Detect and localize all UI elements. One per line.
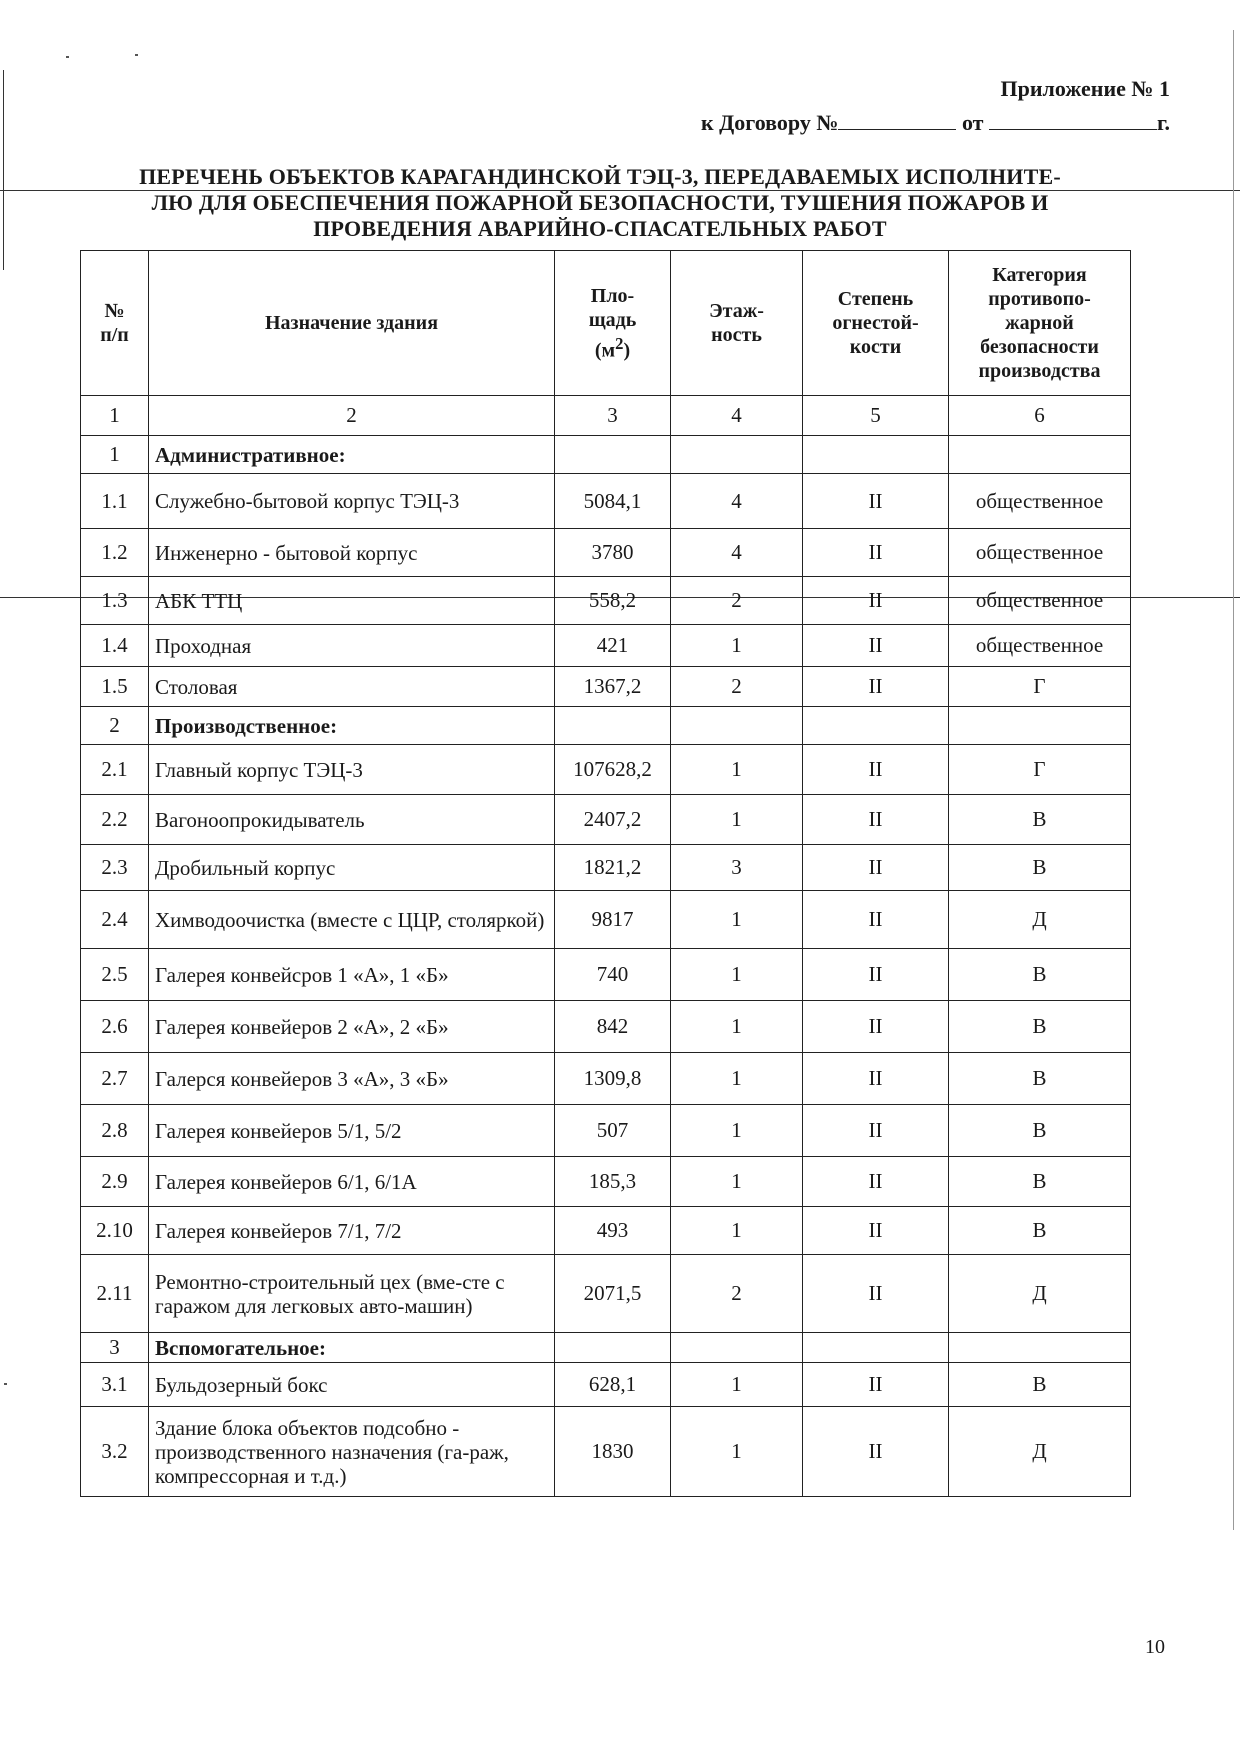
date-label: от <box>961 110 984 135</box>
fire-category-cell: Д <box>949 1255 1131 1333</box>
table-row <box>81 577 1131 625</box>
floors-cell: 1 <box>671 1157 803 1207</box>
document-title <box>60 164 1140 242</box>
floors-cell: 3 <box>671 845 803 891</box>
header-fire-category: Категория противопо- жарной безопасности производства <box>949 251 1131 396</box>
column-number: 4 <box>671 396 803 436</box>
building-name-cell: Столовая <box>149 667 555 707</box>
floors-cell: 1 <box>671 1407 803 1497</box>
row-number-cell: 1.5 <box>81 667 149 707</box>
building-name-cell: Главный корпус ТЭЦ-3 <box>149 745 555 795</box>
fire-category-cell: В <box>949 845 1131 891</box>
building-name-cell: Служебно-бытовой корпус ТЭЦ-3 <box>149 474 555 529</box>
header-floors: Этаж- ность <box>671 251 803 396</box>
row-number-cell: 2.11 <box>81 1255 149 1333</box>
row-number-cell: 2.3 <box>81 845 149 891</box>
fire-category-cell: В <box>949 1157 1131 1207</box>
section-row <box>81 707 1131 745</box>
area-cell: 2071,5 <box>555 1255 671 1333</box>
header-purpose: Назначение здания <box>149 251 555 396</box>
table-row <box>81 795 1131 845</box>
area-cell <box>555 436 671 474</box>
area-cell: 628,1 <box>555 1363 671 1407</box>
area-cell: 1821,2 <box>555 845 671 891</box>
fire-resistance-cell: II <box>803 1363 949 1407</box>
column-number: 5 <box>803 396 949 436</box>
contract-reference <box>701 106 1170 140</box>
row-number-cell: 2.6 <box>81 1001 149 1053</box>
scan-artifact-edge <box>3 70 4 270</box>
column-number: 6 <box>949 396 1131 436</box>
table-row <box>81 1207 1131 1255</box>
table-row <box>81 949 1131 1001</box>
scan-speck <box>4 1383 7 1385</box>
building-name-cell: Химводоочистка (вместе с ЦЦР, столяркой) <box>149 891 555 949</box>
building-name-cell: Бульдозерный бокс <box>149 1363 555 1407</box>
fire-category-cell: общественное <box>949 529 1131 577</box>
fire-category-cell <box>949 436 1131 474</box>
row-number-cell: 1.1 <box>81 474 149 529</box>
scan-speck <box>135 54 138 56</box>
area-cell: 1830 <box>555 1407 671 1497</box>
fire-resistance-cell: II <box>803 1255 949 1333</box>
row-number-cell: 2.7 <box>81 1053 149 1105</box>
area-cell: 185,3 <box>555 1157 671 1207</box>
fire-category-cell: Г <box>949 667 1131 707</box>
building-name-cell: Ремонтно-строительный цех (вме-сте с гаражом для легковых авто-машин) <box>149 1255 555 1333</box>
floors-cell: 1 <box>671 949 803 1001</box>
floors-cell: 1 <box>671 1053 803 1105</box>
row-number-cell: 2.8 <box>81 1105 149 1157</box>
fire-resistance-cell: II <box>803 529 949 577</box>
row-number-cell: 1 <box>81 436 149 474</box>
fire-resistance-cell <box>803 1333 949 1363</box>
building-name-cell: Дробильный корпус <box>149 845 555 891</box>
floors-cell: 1 <box>671 795 803 845</box>
fire-category-cell: В <box>949 1105 1131 1157</box>
table-row <box>81 625 1131 667</box>
floors-cell: 1 <box>671 745 803 795</box>
floors-cell: 1 <box>671 1207 803 1255</box>
column-number: 3 <box>555 396 671 436</box>
contract-date-blank <box>989 111 1157 130</box>
fire-resistance-cell: II <box>803 1001 949 1053</box>
building-name-cell: Производственное: <box>149 707 555 745</box>
appendix-block <box>701 72 1170 140</box>
area-cell: 1367,2 <box>555 667 671 707</box>
fire-resistance-cell: II <box>803 1053 949 1105</box>
building-name-cell: Галерея конвейеров 5/1, 5/2 <box>149 1105 555 1157</box>
area-cell: 3780 <box>555 529 671 577</box>
fire-resistance-cell: II <box>803 1105 949 1157</box>
table-row <box>81 891 1131 949</box>
floors-cell: 1 <box>671 891 803 949</box>
building-name-cell: Административное: <box>149 436 555 474</box>
building-name-cell: Галерея конвейсров 1 «А», 1 «Б» <box>149 949 555 1001</box>
table-row <box>81 745 1131 795</box>
row-number-cell: 3.2 <box>81 1407 149 1497</box>
fire-category-cell: В <box>949 949 1131 1001</box>
row-number-cell: 2.9 <box>81 1157 149 1207</box>
floors-cell: 2 <box>671 577 803 625</box>
fire-resistance-cell: II <box>803 625 949 667</box>
floors-cell: 2 <box>671 667 803 707</box>
table-row <box>81 1105 1131 1157</box>
table-row <box>81 474 1131 529</box>
fire-category-cell <box>949 707 1131 745</box>
row-number-cell: 2.4 <box>81 891 149 949</box>
fire-resistance-cell: II <box>803 745 949 795</box>
table-row <box>81 1407 1131 1497</box>
header-number: № п/п <box>81 251 149 396</box>
area-cell: 5084,1 <box>555 474 671 529</box>
fire-resistance-cell: II <box>803 667 949 707</box>
table-row <box>81 667 1131 707</box>
header-fire-resistance: Степень огнестой- кости <box>803 251 949 396</box>
table-row <box>81 1001 1131 1053</box>
floors-cell: 1 <box>671 1001 803 1053</box>
fire-resistance-cell: II <box>803 1207 949 1255</box>
fire-category-cell: общественное <box>949 625 1131 667</box>
fire-category-cell: Д <box>949 1407 1131 1497</box>
area-cell: 493 <box>555 1207 671 1255</box>
fire-resistance-cell: II <box>803 795 949 845</box>
building-name-cell: Вспомогательное: <box>149 1333 555 1363</box>
floors-cell <box>671 436 803 474</box>
area-cell <box>555 1333 671 1363</box>
table-body <box>81 436 1131 1497</box>
row-number-cell: 2.2 <box>81 795 149 845</box>
area-cell <box>555 707 671 745</box>
title-line-3: ПРОВЕДЕНИЯ АВАРИЙНО-СПАСАТЕЛЬНЫХ РАБОТ <box>313 216 887 241</box>
fire-category-cell: В <box>949 1363 1131 1407</box>
row-number-cell: 3.1 <box>81 1363 149 1407</box>
building-name-cell: Галерея конвейеров 6/1, 6/1А <box>149 1157 555 1207</box>
header-area: Пло- щадь $(м^2)$ <box>555 251 671 396</box>
floors-cell: 1 <box>671 1363 803 1407</box>
building-name-cell: Галерея конвейеров 2 «А», 2 «Б» <box>149 1001 555 1053</box>
fire-category-cell: Г <box>949 745 1131 795</box>
table-row <box>81 1053 1131 1105</box>
section-row <box>81 436 1131 474</box>
fire-resistance-cell: II <box>803 474 949 529</box>
column-number: 2 <box>149 396 555 436</box>
title-line-2: ЛЮ ДЛЯ ОБЕСПЕЧЕНИЯ ПОЖАРНОЙ БЕЗОПАСНОСТИ, ТУШЕНИЯ ПОЖАРОВ И <box>151 190 1049 215</box>
fire-resistance-cell <box>803 436 949 474</box>
row-number-cell: 2 <box>81 707 149 745</box>
column-number-row <box>81 396 1131 436</box>
row-number-cell: 1.3 <box>81 577 149 625</box>
fire-category-cell: общественное <box>949 577 1131 625</box>
year-suffix: г. <box>1156 110 1170 135</box>
building-name-cell: Вагоноопрокидыватель <box>149 795 555 845</box>
fire-category-cell: В <box>949 795 1131 845</box>
table-row <box>81 1255 1131 1333</box>
table-row <box>81 1363 1131 1407</box>
fire-resistance-cell: II <box>803 577 949 625</box>
floors-cell: 2 <box>671 1255 803 1333</box>
fire-category-cell: В <box>949 1207 1131 1255</box>
area-cell: 558,2 <box>555 577 671 625</box>
area-cell: 1309,8 <box>555 1053 671 1105</box>
row-number-cell: 2.1 <box>81 745 149 795</box>
fire-resistance-cell: II <box>803 891 949 949</box>
fire-category-cell: общественное <box>949 474 1131 529</box>
fire-category-cell: Д <box>949 891 1131 949</box>
building-name-cell: Инженерно - бытовой корпус <box>149 529 555 577</box>
row-number-cell: 2.5 <box>81 949 149 1001</box>
floors-cell: 1 <box>671 1105 803 1157</box>
objects-table <box>80 250 1131 1497</box>
table-row <box>81 529 1131 577</box>
floors-cell: 1 <box>671 625 803 667</box>
area-cell: 421 <box>555 625 671 667</box>
fire-category-cell: В <box>949 1053 1131 1105</box>
building-name-cell: АБК ТТЦ <box>149 577 555 625</box>
building-name-cell: Здание блока объектов подсобно - производственного назначения (га-раж, компрессорная и т.д.) <box>149 1407 555 1497</box>
floors-cell: 4 <box>671 529 803 577</box>
fire-resistance-cell <box>803 707 949 745</box>
scan-speck <box>66 56 69 58</box>
contract-number-blank <box>838 111 956 130</box>
title-line-1: ПЕРЕЧЕНЬ ОБЪЕКТОВ КАРАГАНДИНСКОЙ ТЭЦ-3, ПЕРЕДАВАЕМЫХ ИСПОЛНИТЕ- <box>139 164 1061 189</box>
area-cell: 2407,2 <box>555 795 671 845</box>
fire-category-cell <box>949 1333 1131 1363</box>
page-number: 10 <box>1145 1636 1165 1658</box>
floors-cell <box>671 707 803 745</box>
building-name-cell: Галерея конвейеров 7/1, 7/2 <box>149 1207 555 1255</box>
contract-label: к Договору № <box>700 110 839 135</box>
row-number-cell: 3 <box>81 1333 149 1363</box>
building-name-cell: Галерся конвейеров 3 «А», 3 «Б» <box>149 1053 555 1105</box>
table-row <box>81 845 1131 891</box>
row-number-cell: 1.2 <box>81 529 149 577</box>
floors-cell: 4 <box>671 474 803 529</box>
scan-artifact-edge <box>1233 30 1234 1530</box>
appendix-title: Приложение № 1 <box>1000 76 1170 101</box>
area-cell: 842 <box>555 1001 671 1053</box>
area-cell: 507 <box>555 1105 671 1157</box>
table-row <box>81 1157 1131 1207</box>
column-number: 1 <box>81 396 149 436</box>
fire-resistance-cell: II <box>803 845 949 891</box>
row-number-cell: 2.10 <box>81 1207 149 1255</box>
area-cell: 107628,2 <box>555 745 671 795</box>
header-row <box>81 251 1131 396</box>
area-cell: 740 <box>555 949 671 1001</box>
fire-resistance-cell: II <box>803 949 949 1001</box>
building-name-cell: Проходная <box>149 625 555 667</box>
row-number-cell: 1.4 <box>81 625 149 667</box>
area-cell: 9817 <box>555 891 671 949</box>
fire-resistance-cell: II <box>803 1407 949 1497</box>
fire-category-cell: В <box>949 1001 1131 1053</box>
fire-resistance-cell: II <box>803 1157 949 1207</box>
floors-cell <box>671 1333 803 1363</box>
section-row <box>81 1333 1131 1363</box>
